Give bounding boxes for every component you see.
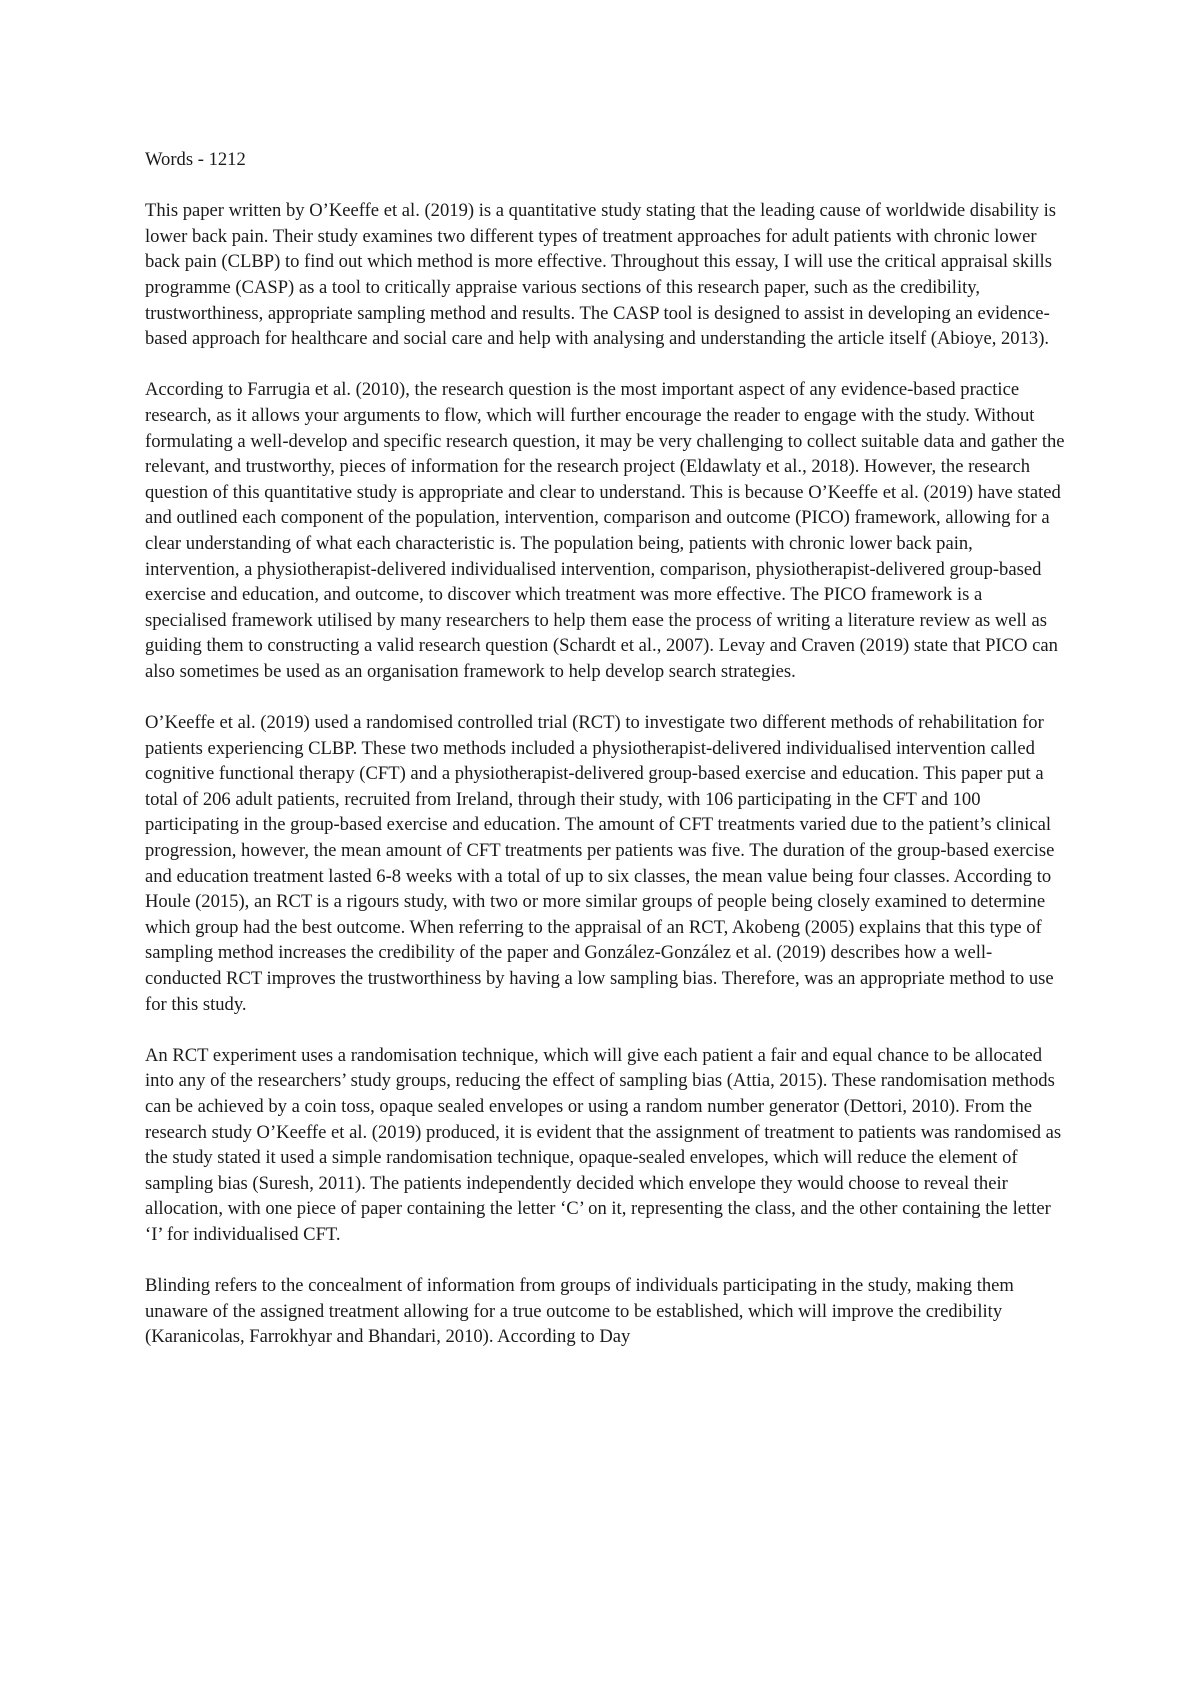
word-count: Words - 1212 — [145, 149, 246, 170]
paragraph-introduction: This paper written by O’Keeffe et al. (2019) is a quantitative study stating that the leading cause of worldwide disability is lower back pain. Their study examines two different types of treatment approaches for adult patients with chronic lower back pain (CLBP) to find out which method is more effective. Throughout this essay, I will use the critical appraisal skills programme (CASP) as a tool to critically appraise various sections of this research paper, such as the credibility, trustworthiness, appropriate sampling method and results. The CASP tool is designed to assist in developing an evidence-based approach for healthcare and social care and help with analysing and understanding the article itself (Abioye, 2013). — [145, 200, 1057, 350]
paragraph-blinding: Blinding refers to the concealment of information from groups of individuals participating in the study, making them unaware of the assigned treatment allowing for a true outcome to be established, which will improve the credibility (Karanicolas, Farrokhyar and Bhandari, 2010). According to Day — [145, 1275, 1014, 1348]
paragraph-research-question: According to Farrugia et al. (2010), the research question is the most important aspect of any evidence-based practice research, as it allows your arguments to flow, which will further encourage the reader to engage with the study. Without formulating a well-develop and specific research question, it may be very challenging to collect suitable data and gather the relevant, and trustworthy, pieces of information for the research project (Eldawlaty et al., 2018). However, the research question of this quantitative study is appropriate and clear to understand. This is because O’Keeffe et al. (2019) have stated and outlined each component of the population, intervention, comparison and outcome (PICO) framework, allowing for a clear understanding of what each characteristic is. The population being, patients with chronic lower back pain, intervention, a physiotherapist-delivered individualised intervention, comparison, physiotherapist-delivered group-based exercise and education, and outcome, to discover which treatment was more effective. The PICO framework is a specialised framework utilised by many researchers to help them ease the process of writing a literature review as well as guiding them to constructing a valid research question (Schardt et al., 2007). Levay and Craven (2019) state that PICO can also sometimes be used as an organisation framework to help develop search strategies. — [145, 379, 1065, 682]
document-body — [145, 147, 1065, 1376]
paragraph-rct-method: O’Keeffe et al. (2019) used a randomised controlled trial (RCT) to investigate two different methods of rehabilitation for patients experiencing CLBP. These two methods included a physiotherapist-delivered individualised intervention called cognitive functional therapy (CFT) and a physiotherapist-delivered group-based exercise and education. This paper put a total of 206 adult patients, recruited from Ireland, through their study, with 106 participating in the CFT and 100 participating in the group-based exercise and education. The amount of CFT treatments varied due to the patient’s clinical progression, however, the mean amount of CFT treatments per patients was five. The duration of the group-based exercise and education treatment lasted 6-8 weeks with a total of up to six classes, the mean value being four classes. According to Houle (2015), an RCT is a rigours study, with two or more similar groups of people being closely examined to determine which group had the best outcome. When referring to the appraisal of an RCT, Akobeng (2005) explains that this type of sampling method increases the credibility of the paper and González-González et al. (2019) describes how a well-conducted RCT improves the trustworthiness by having a low sampling bias. Therefore, was an appropriate method to use for this study. — [145, 712, 1055, 1015]
paragraph-randomisation: An RCT experiment uses a randomisation technique, which will give each patient a fair and equal chance to be allocated into any of the researchers’ study groups, reducing the effect of sampling bias (Attia, 2015). These randomisation methods can be achieved by a coin toss, opaque sealed envelopes or using a random number generator (Dettori, 2010). From the research study O’Keeffe et al. (2019) produced, it is evident that the assignment of treatment to patients was randomised as the study stated it used a simple randomisation technique, opaque-sealed envelopes, which will reduce the element of sampling bias (Suresh, 2011). The patients independently decided which envelope they would choose to reveal their allocation, with one piece of paper containing the letter ‘C’ on it, representing the class, and the other containing the letter ‘I’ for individualised CFT. — [145, 1044, 1062, 1245]
